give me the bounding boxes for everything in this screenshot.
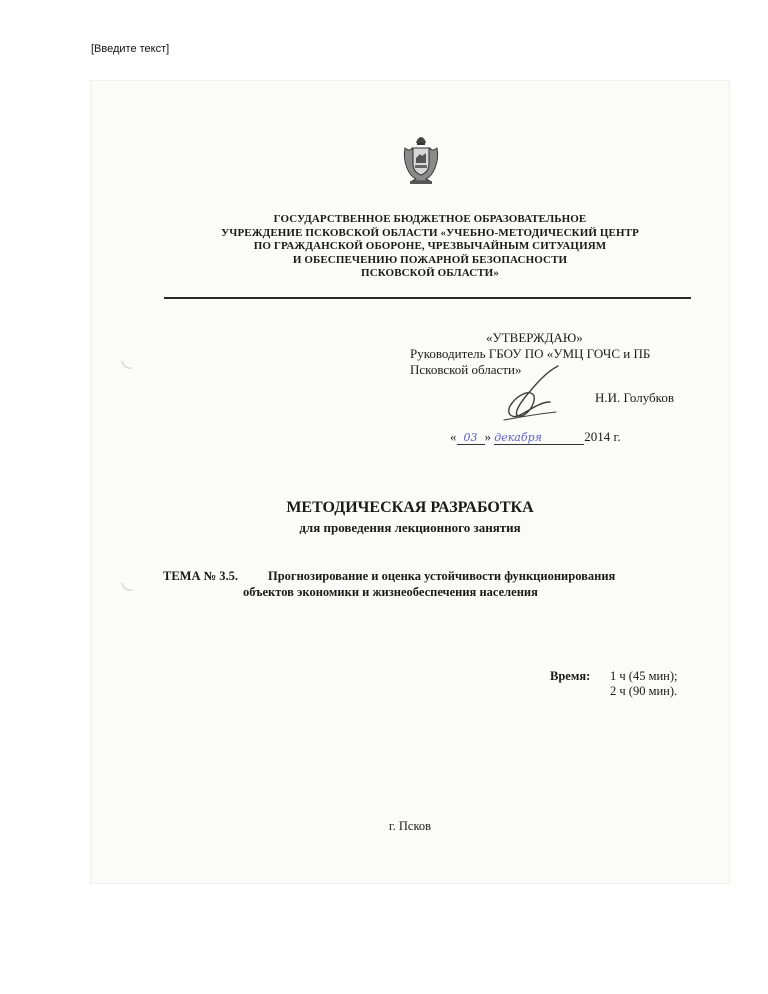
date-month-handwritten: декабря xyxy=(494,431,584,445)
topic-line: Прогнозирование и оценка устойчивости функционирования xyxy=(268,569,616,583)
topic-number: ТЕМА № 3.5. xyxy=(163,569,239,583)
organization-line: УЧРЕЖДЕНИЕ ПСКОВСКОЙ ОБЛАСТИ «УЧЕБНО-МЕТОДИЧЕСКИЙ ЦЕНТР xyxy=(221,226,639,239)
time-value: 1 ч (45 мин); xyxy=(610,669,678,683)
time-value: 2 ч (90 мин). xyxy=(610,684,678,698)
punch-hole-mark xyxy=(120,580,134,594)
scanned-title-page xyxy=(90,80,730,884)
city-name: г. Псков xyxy=(388,819,432,833)
organization-line: И ОБЕСПЕЧЕНИЮ ПОЖАРНОЙ БЕЗОПАСНОСТИ xyxy=(292,253,568,266)
document-title: МЕТОДИЧЕСКАЯ РАЗРАБОТКА xyxy=(286,499,534,516)
date-day-handwritten: 03 xyxy=(457,431,485,445)
document-subtitle: для проведения лекционного занятия xyxy=(299,520,521,535)
date-quote-close: » xyxy=(484,429,491,444)
organization-line: ПО ГРАЖДАНСКОЙ ОБОРОНЕ, ЧРЕЗВЫЧАЙНЫМ СИТУАЦИЯМ xyxy=(253,240,607,252)
date-year: 2014 г. xyxy=(584,429,621,444)
approval-position-line: Руководитель ГБОУ ПО «УМЦ ГОЧС и ПБ xyxy=(410,346,651,361)
date-quote-open: « xyxy=(450,429,457,444)
approval-signer: Н.И. Голубков xyxy=(595,390,674,405)
coat-of-arms-emblem xyxy=(402,134,440,186)
time-block xyxy=(550,669,678,698)
handwritten-signature xyxy=(496,362,566,426)
organization-line: ГОСУДАРСТВЕННОЕ БЮДЖЕТНОЕ ОБРАЗОВАТЕЛЬНОЕ xyxy=(273,213,587,225)
time-label: Время: xyxy=(550,669,591,683)
approval-title: «УТВЕРЖДАЮ» xyxy=(486,330,583,345)
organization-name xyxy=(150,213,710,281)
page-header-placeholder: [Введите текст] xyxy=(91,43,170,55)
approval-date xyxy=(450,429,621,445)
header-divider xyxy=(164,297,691,299)
topic-line: объектов экономики и жизнеобеспечения населения xyxy=(243,585,538,599)
organization-line: ПСКОВСКОЙ ОБЛАСТИ» xyxy=(361,267,499,279)
approval-position-line: Псковской области» xyxy=(410,362,522,377)
punch-hole-mark xyxy=(120,358,134,372)
